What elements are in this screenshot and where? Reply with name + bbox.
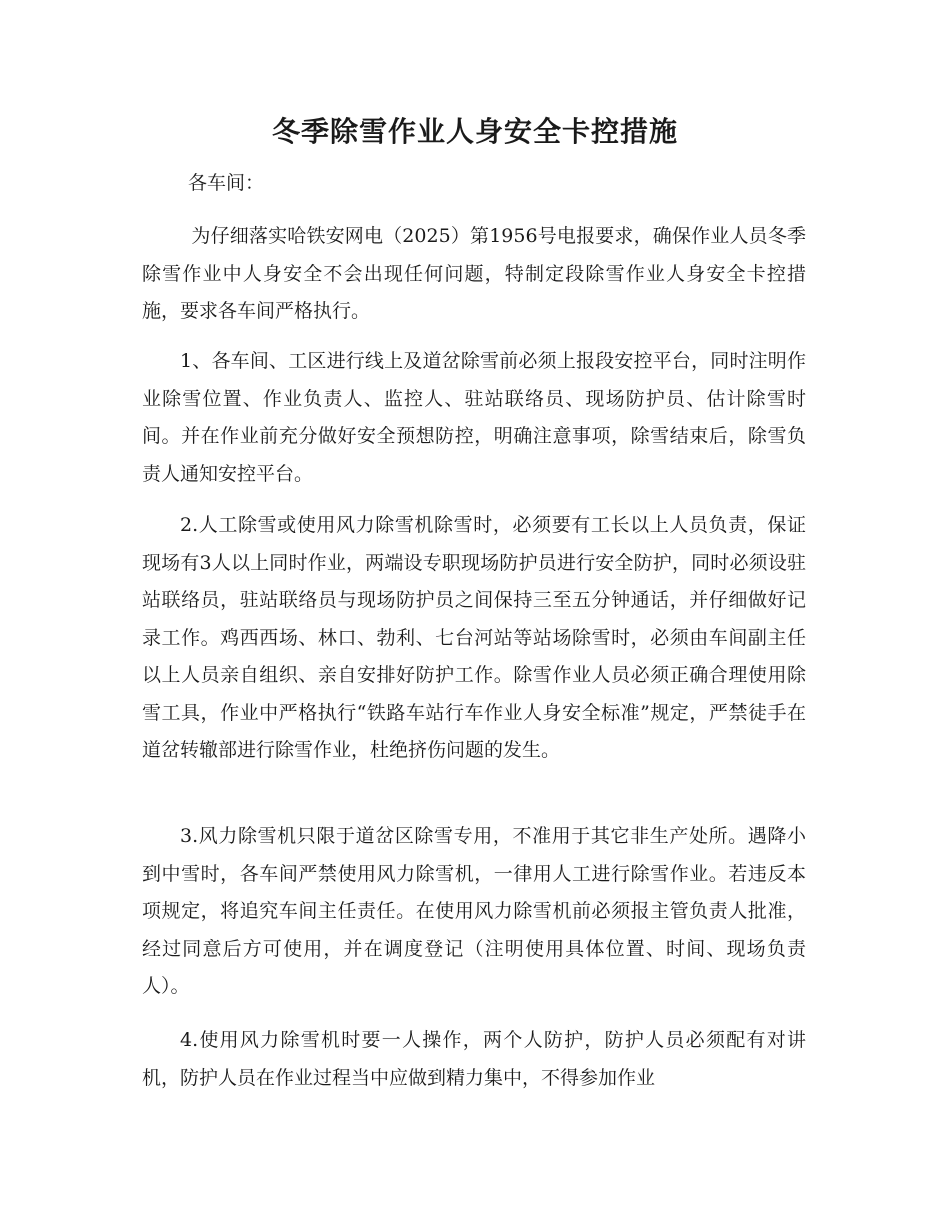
salutation: 各车间： — [188, 172, 265, 194]
document-title: 冬季除雪作业人身安全卡控措施 — [271, 115, 678, 148]
paragraph-intro: 为仔细落实哈铁安网电（2025）第1956号电报要求，确保作业人员冬季除雪作业中人身安全不会出现任何问题，特制定段除雪作业人身安全卡控措施，要求各车间严格执行。 — [142, 225, 806, 322]
paragraph-item-1: 1、各车间、工区进行线上及道岔除雪前必须上报段安控平台，同时注明作业除雪位置、作业负责人、监控人、驻站联络员、现场防护员、估计除雪时间。并在作业前充分做好安全预想防控，明确注意事项，除雪结束后，除雪负责人通知安控平台。 — [142, 350, 806, 485]
paragraph-item-3: 3.风力除雪机只限于道岔区除雪专用，不准用于其它非生产处所。遇降小到中雪时，各车间严禁使用风力除雪机，一律用人工进行除雪作业。若违反本项规定，将追究车间主任责任。在使用风力除雪机前必须报主管负责人批准，经过同意后方可使用，并在调度登记（注明使用具体位置、时间、现场负责人）。 — [142, 825, 806, 997]
paragraph-item-2: 2.人工除雪或使用风力除雪机除雪时，必须要有工长以上人员负责，保证现场有3人以上同时作业，两端设专职现场防护员进行安全防护，同时必须设驻站联络员，驻站联络员与现场防护员之间保持三至五分钟通话，并仔细做好记录工作。鸡西西场、林口、勃利、七台河站等站场除雪时，必须由车间副主任以上人员亲自组织、亲自安排好防护工作。除雪作业人员必须正确合理使用除雪工具，作业中严格执行“铁路车站行车作业人身安全标准”规定，严禁徒手在道岔转辙部进行除雪作业，杜绝挤伤问题的发生。 — [142, 514, 806, 761]
paragraph-item-4: 4.使用风力除雪机时要一人操作，两个人防护，防护人员必须配有对讲机，防护人员在作业过程当中应做到精力集中，不得参加作业 — [142, 1029, 806, 1089]
